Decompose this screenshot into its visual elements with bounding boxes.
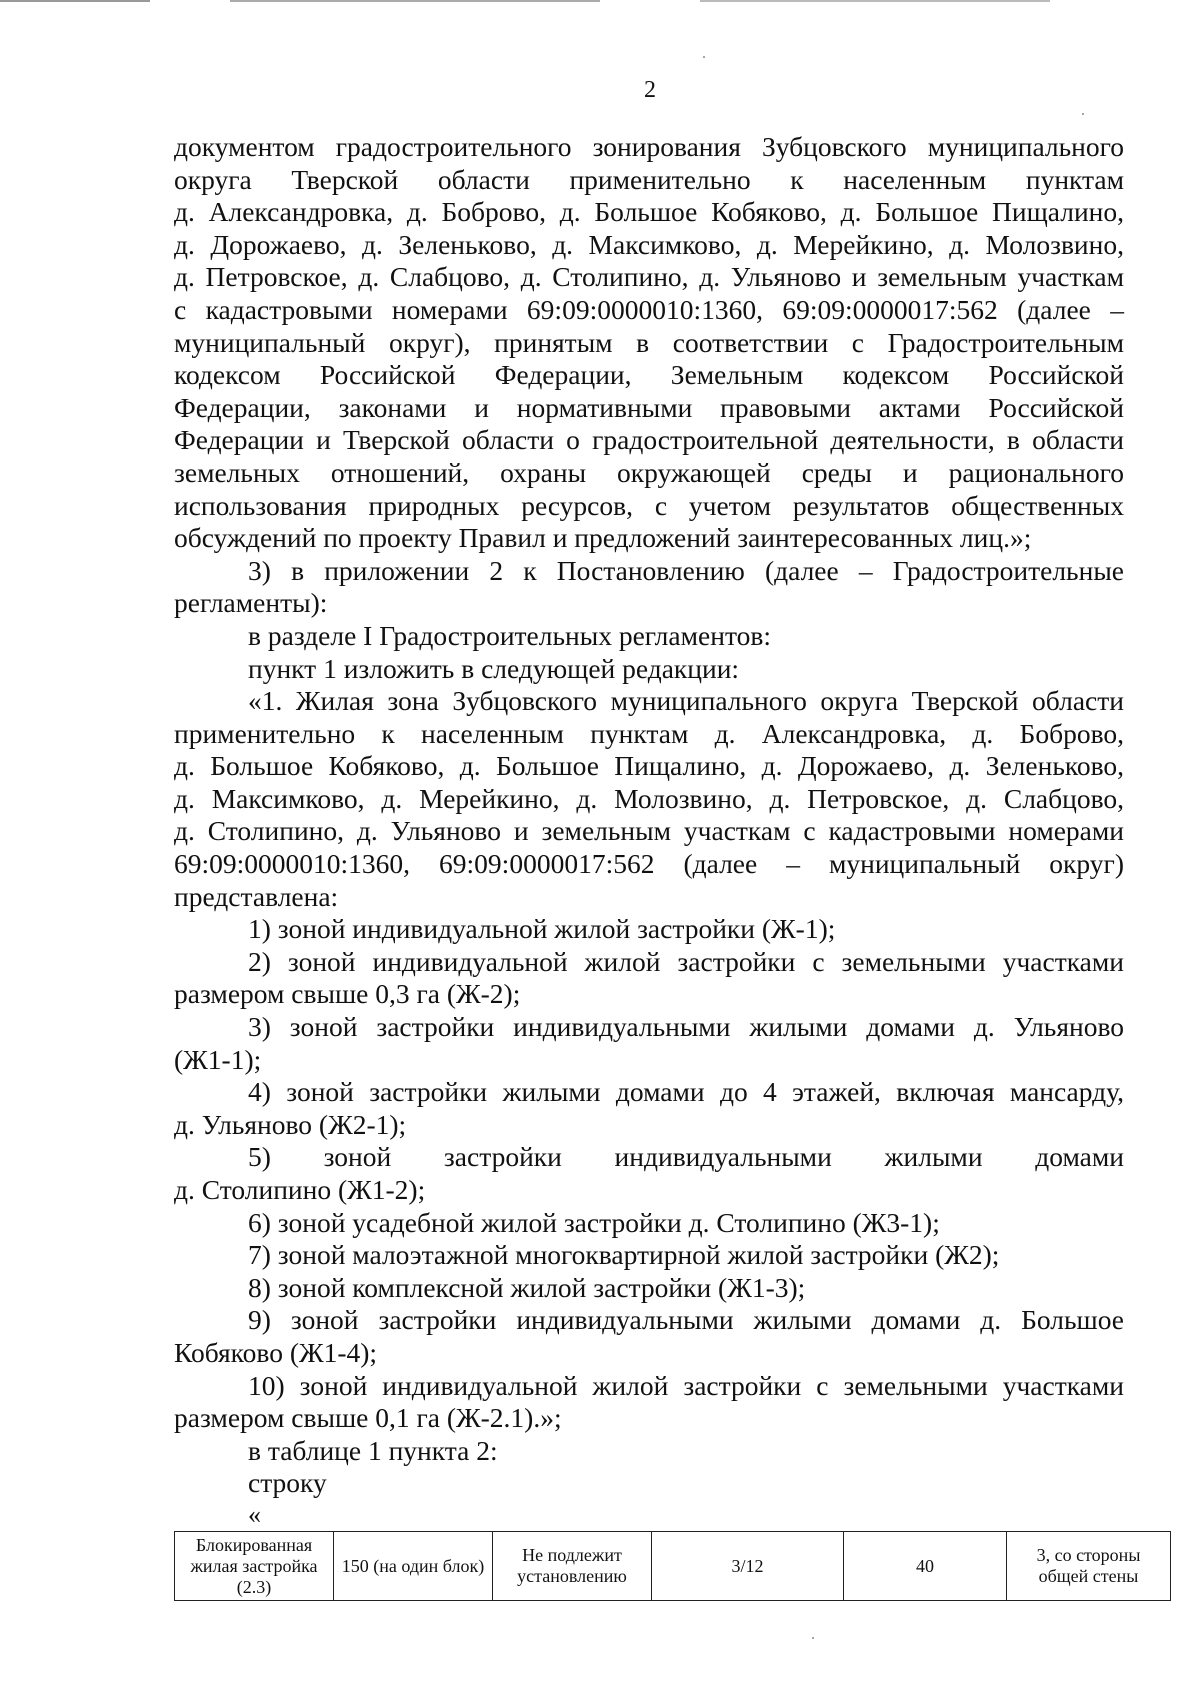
- text-line: д. Ульяново (Ж2-1);: [174, 1108, 407, 1140]
- text-line: д. Максимково, д. Мерейкино, д. Молозвино, д. Петровское, д. Слабцово,: [174, 782, 1124, 814]
- table-cell-min-area: 150 (на один блок): [334, 1532, 493, 1601]
- scan-speck: [703, 56, 705, 58]
- regulation-table: [174, 1531, 1171, 1601]
- text-line: 69:09:0000010:1360, 69:09:0000017:562 (далее – муниципальный округ): [174, 848, 1124, 880]
- text-line: обсуждений по проекту Правил и предложений заинтересованных лиц.»;: [174, 522, 1032, 554]
- opening-quote-mark: «: [248, 1500, 261, 1529]
- scan-speck: [812, 1637, 814, 1639]
- text-line: в таблице 1 пункта 2:: [248, 1434, 498, 1466]
- text-line: «1. Жилая зона Зубцовского муниципального округа Тверской области: [248, 685, 1124, 717]
- text-line: применительно к населенным пунктам д. Александровка, д. Боброво,: [174, 717, 1124, 749]
- text-line: округа Тверской области применительно к населенным пунктам: [174, 163, 1124, 195]
- text-line: 4) зоной застройки жилыми домами до 4 этажей, включая мансарду,: [248, 1076, 1124, 1108]
- text-line: земельных отношений, охраны окружающей среды и рационального: [174, 456, 1124, 488]
- text-line: в разделе I Градостроительных регламентов:: [248, 619, 771, 651]
- text-line: (Ж1-1);: [174, 1043, 262, 1075]
- text-line: 9) зоной застройки индивидуальными жилыми домами д. Большое: [248, 1304, 1124, 1336]
- text-line: 3) в приложении 2 к Постановлению (далее – Градостроительные: [248, 554, 1124, 586]
- table-cell-setback: 3, со стороны общей стены: [1007, 1532, 1171, 1601]
- text-line: д. Александровка, д. Боброво, д. Большое Кобяково, д. Большое Пищалино,: [174, 196, 1124, 228]
- document-body: [174, 131, 1124, 1500]
- text-line: Федерации и Тверской области о градостроительной деятельности, в области: [174, 424, 1124, 456]
- text-line: строку: [248, 1467, 327, 1499]
- text-line: 3) зоной застройки индивидуальными жилыми домами д. Ульяново: [248, 1011, 1124, 1043]
- text-line: 6) зоной усадебной жилой застройки д. Столипино (Ж3-1);: [248, 1206, 940, 1238]
- text-line: с кадастровыми номерами 69:09:0000010:1360, 69:09:0000017:562 (далее –: [174, 293, 1124, 325]
- text-line: регламенты):: [174, 587, 328, 619]
- text-line: д. Петровское, д. Слабцово, д. Столипино, д. Ульяново и земельным участкам: [174, 261, 1124, 293]
- text-line: размером свыше 0,3 га (Ж-2);: [174, 978, 521, 1010]
- text-line: 5) зоной застройки индивидуальными жилыми домами: [248, 1141, 1124, 1173]
- text-line: д. Столипино (Ж1-2);: [174, 1174, 426, 1205]
- text-line: 1) зоной индивидуальной жилой застройки (Ж-1);: [248, 913, 836, 945]
- table-cell-floors: 3/12: [652, 1532, 844, 1601]
- text-line: кодексом Российской Федерации, Земельным кодексом Российской: [174, 359, 1124, 391]
- text-line: д. Столипино, д. Ульяново и земельным участкам с кадастровыми номерами: [174, 815, 1124, 847]
- text-line: размером свыше 0,1 га (Ж-2.1).»;: [174, 1402, 562, 1434]
- text-line: муниципальный округ), принятым в соответствии с Градостроительным: [174, 326, 1124, 358]
- scan-edge-line: [0, 0, 1200, 2]
- page-number: 2: [644, 77, 656, 103]
- text-line: д. Большое Кобяково, д. Большое Пищалино, д. Дорожаево, д. Зеленьково,: [174, 750, 1124, 782]
- table-cell-coverage: 40: [844, 1532, 1007, 1601]
- text-line: 10) зоной индивидуальной жилой застройки с земельными участками: [248, 1369, 1124, 1401]
- text-line: 2) зоной индивидуальной жилой застройки с земельными участками: [248, 945, 1124, 977]
- table-cell-use-type: Блокированная жилая застройка (2.3): [175, 1532, 334, 1601]
- text-line: представлена:: [174, 880, 339, 912]
- text-line: пункт 1 изложить в следующей редакции:: [248, 652, 740, 684]
- text-line: использования природных ресурсов, с учетом результатов общественных: [174, 489, 1124, 521]
- text-line: д. Дорожаево, д. Зеленьково, д. Максимково, д. Мерейкино, д. Молозвино,: [174, 228, 1124, 260]
- text-line: Федерации, законами и нормативными правовыми актами Российской: [174, 391, 1124, 423]
- text-line: Кобяково (Ж1-4);: [174, 1336, 378, 1368]
- scan-speck: [1082, 113, 1084, 115]
- text-line: документом градостроительного зонирования Зубцовского муниципального: [174, 131, 1124, 162]
- text-line: 7) зоной малоэтажной многоквартирной жилой застройки (Ж2);: [248, 1239, 1000, 1271]
- table-row: [175, 1532, 1171, 1601]
- table-cell-max-area: Не подлежит установлению: [493, 1532, 652, 1601]
- text-line: 8) зоной комплексной жилой застройки (Ж1-3);: [248, 1271, 806, 1303]
